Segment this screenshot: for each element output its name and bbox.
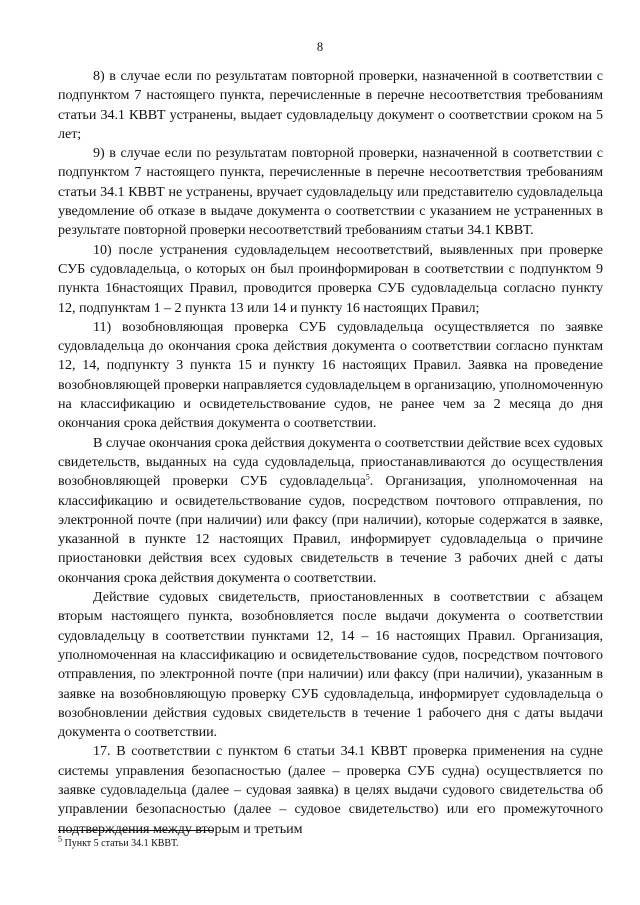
footnote-divider	[58, 830, 213, 831]
paragraph-subitem-9: 9) в случае если по результатам повторной проверки, назначенной в соответствии с подпунктом 7 настоящего пункта, перечисленные в перечне несоответствия требованиям статьи 34.1 КВВТ не устранены, вручает судовладельцу или представителю судовладельца уведомление об отказе в выдаче документа о соответствии с указанием не устраненных в результате повторной проверки несоответствий требованиям статьи 34.1 КВВТ.	[58, 145, 603, 239]
paragraph-subitem-11: 11) возобновляющая проверка СУБ судовладельца осуществляется по заявке судовладельца до окончания срока действия документа о соответствии согласно пунктам 12, 14, подпункту 3 пункта 15 и пункту 16 настоящих Правил. Заявка на проведение возобновляющей проверки направляется судовладельцем в организацию, уполномоченную на классификацию и освидетельствование судов, не ранее чем за 2 месяца до дня окончания срока действия документа о соответствии.	[58, 318, 603, 432]
page-number: 8	[316, 40, 324, 54]
paragraph-subitem-8: 8) в случае если по результатам повторной проверки, назначенной в соответствии с подпунктом 7 настоящего пункта, перечисленные в перечне несоответствия требованиям статьи 34.1 КВВТ устранены, выдает судовладельцу документ о соответствии сроком на 5 лет;	[58, 68, 603, 142]
footnote-reference: 5	[365, 472, 370, 482]
footnote-text: Пункт 5 статьи 34.1 КВВТ.	[62, 838, 179, 849]
body-text	[58, 67, 603, 839]
paragraph-suspension-text-continued: . Организация, уполномоченная на классификацию и освидетельствование судов, посредством почтового отправления, по электронной почте (при наличии) или факсу (при наличии), которые содержатся в заявке, указанной в пункте 12 настоящих Правил, информирует судовладельца о причине приостановки действия всех судовых свидетельств в течение 3 рабочих дней с даты окончания срока действия документа о соответствии.	[58, 473, 604, 586]
paragraph-suspension-text: В случае окончания срока действия документа о соответствии действие всех судовых свидетельств, выданных на суда судовладельца, приостанавливаются до осуществления возобновляющей проверки СУБ судовладельца	[58, 434, 603, 490]
paragraph-subitem-10: 10) после устранения судовладельцем несоответствий, выявленных при проверке СУБ судовладельца, о которых он был проинформирован в соответствии с подпунктом 9 пункта 16настоящих Правил, проводится проверка СУБ судовладельца согласно пункту 12, подпунктам 1 – 2 пункта 13 или 14 и пункту 16 настоящих Правил;	[58, 241, 603, 316]
footnote	[58, 834, 603, 850]
paragraph-resumption: Действие судовых свидетельств, приостановленных в соответствии с абзацем вторым настоящего пункта, возобновляется после выдачи документа о соответствии судовладельцу в соответствии пунктами 12, 14 – 16 настоящих Правил. Организация, уполномоченная на классификацию и освидетельствование судов, посредством почтового отправления, по электронной почте (при наличии) или факсу (при наличии), указанным в заявке на возобновляющую проверку СУБ судовладельца, информирует судовладельца о возобновлении действия судовых свидетельств в течение 1 рабочего дня с даты выдачи документа о соответствии.	[58, 589, 603, 741]
paragraph-item-17: 17. В соответствии с пунктом 6 статьи 34.1 КВВТ проверка применения на судне системы управления безопасностью (далее – проверка СУБ судна) осуществляется по заявке судовладельца (далее – судовая заявка) в целях выдачи судового свидетельства об управлении безопасностью (далее – судовое свидетельство) или его промежуточного подтверждения между вторым и третьим	[58, 743, 603, 837]
paragraph-suspension	[58, 434, 603, 588]
footnote-marker: 5	[58, 834, 62, 844]
